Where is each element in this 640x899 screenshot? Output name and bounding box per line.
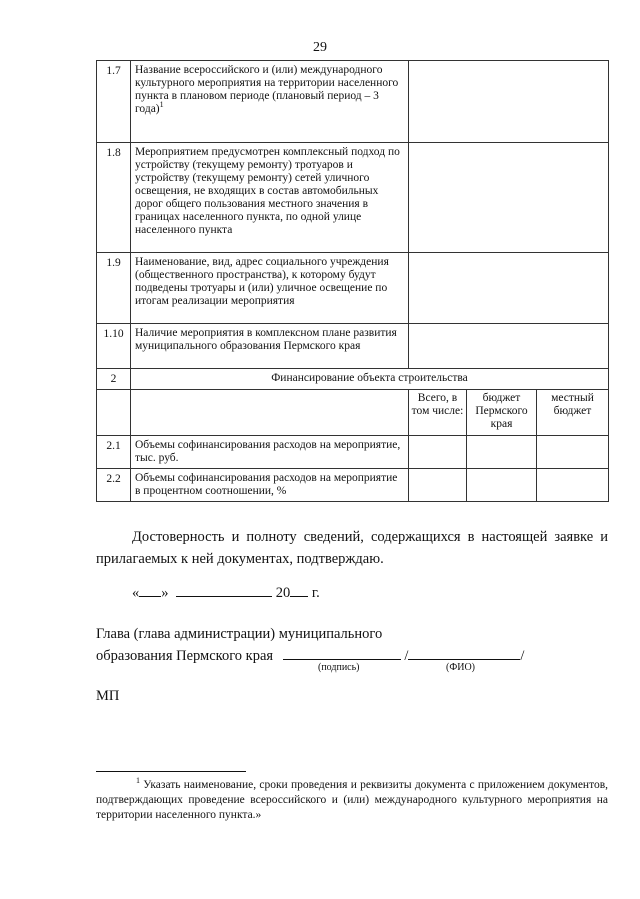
fio-caption: (ФИО) [446,662,476,673]
row-label: Наличие мероприятия в комплексном плане развития муниципального образования Пермского края [131,324,409,369]
value-cell[interactable] [409,143,609,253]
row-number: 1.8 [97,143,131,253]
header-row [97,390,609,436]
fio-field[interactable] [408,645,520,660]
row-label: Мероприятием предусмотрен комплексный подход по устройству (текущему ремонту) тротуаров и устройству (текущему ремонту) сетей уличного освещения, не входящих в состав автомобильных дорог общего пользования местного значения в границах населенного пункта, по одной улице населенного пункта [131,143,409,253]
table-row [97,324,609,369]
value-cell[interactable] [467,436,537,469]
table-row [97,253,609,324]
column-header-total: Всего, в том числе: [409,390,467,436]
month-field[interactable] [176,582,272,597]
signature-line: образования Пермского края / / [96,645,524,667]
row-number: 2.1 [97,436,131,469]
column-header-local-budget: местный бюджет [537,390,609,436]
signature-field[interactable] [283,645,401,660]
page-number: 29 [313,40,327,55]
table-row [97,143,609,253]
row-label: Название всероссийского и (или) международного культурного мероприятия на территории населенного пункта в плановом периоде (плановый период – 3 года)$^1$ [131,61,409,143]
value-cell[interactable] [409,436,467,469]
section-row [97,369,609,390]
value-cell[interactable] [467,469,537,502]
row-label: Наименование, вид, адрес социального учреждения (общественного пространства), к которому будут подведены тротуары и (или) уличное освещение по итогам реализации мероприятия [131,253,409,324]
table-row [97,436,609,469]
value-cell[interactable] [409,253,609,324]
day-field[interactable] [139,582,161,597]
footnote-ref: 1 [159,100,164,110]
table-row [97,61,609,143]
confirmation-text: Достоверность и полноту сведений, содержащихся в настоящей заявке и прилагаемых к ней документах, подтверждаю. [96,529,608,567]
row-number: 1.7 [97,61,131,143]
row-number: 1.10 [97,324,131,369]
value-cell[interactable] [537,436,609,469]
row-number: 1.9 [97,253,131,324]
row-label: Объемы софинансирования расходов на мероприятие в процентном соотношении, % [131,469,409,502]
table-row [97,469,609,502]
section-number: 2 [97,369,131,390]
signature-caption: (подпись) [318,662,360,673]
value-cell[interactable] [409,469,467,502]
footnote: $^1$ Указать наименование, сроки проведения и реквизиты документа с приложением документов, подтверждающих проведение всероссийского и (или) международного культурного мероприятия на территории населенного пункта.» [96,776,609,821]
application-table [96,60,609,502]
value-cell[interactable] [409,324,609,369]
value-cell[interactable] [409,61,609,143]
value-cell[interactable] [537,469,609,502]
section-title: Финансирование объекта строительства [131,369,609,390]
row-label: Объемы софинансирования расходов на мероприятие, тыс. руб. [131,436,409,469]
date-line: « » 20 г. [132,582,320,604]
year-field[interactable] [290,582,308,597]
signature-title-line1: Глава (глава администрации) муниципального [96,626,383,642]
stamp-label: МП [96,688,120,704]
footnote-divider [96,771,246,772]
row-number: 2.2 [97,469,131,502]
column-header-region-budget: бюджет Пермского края [467,390,537,436]
